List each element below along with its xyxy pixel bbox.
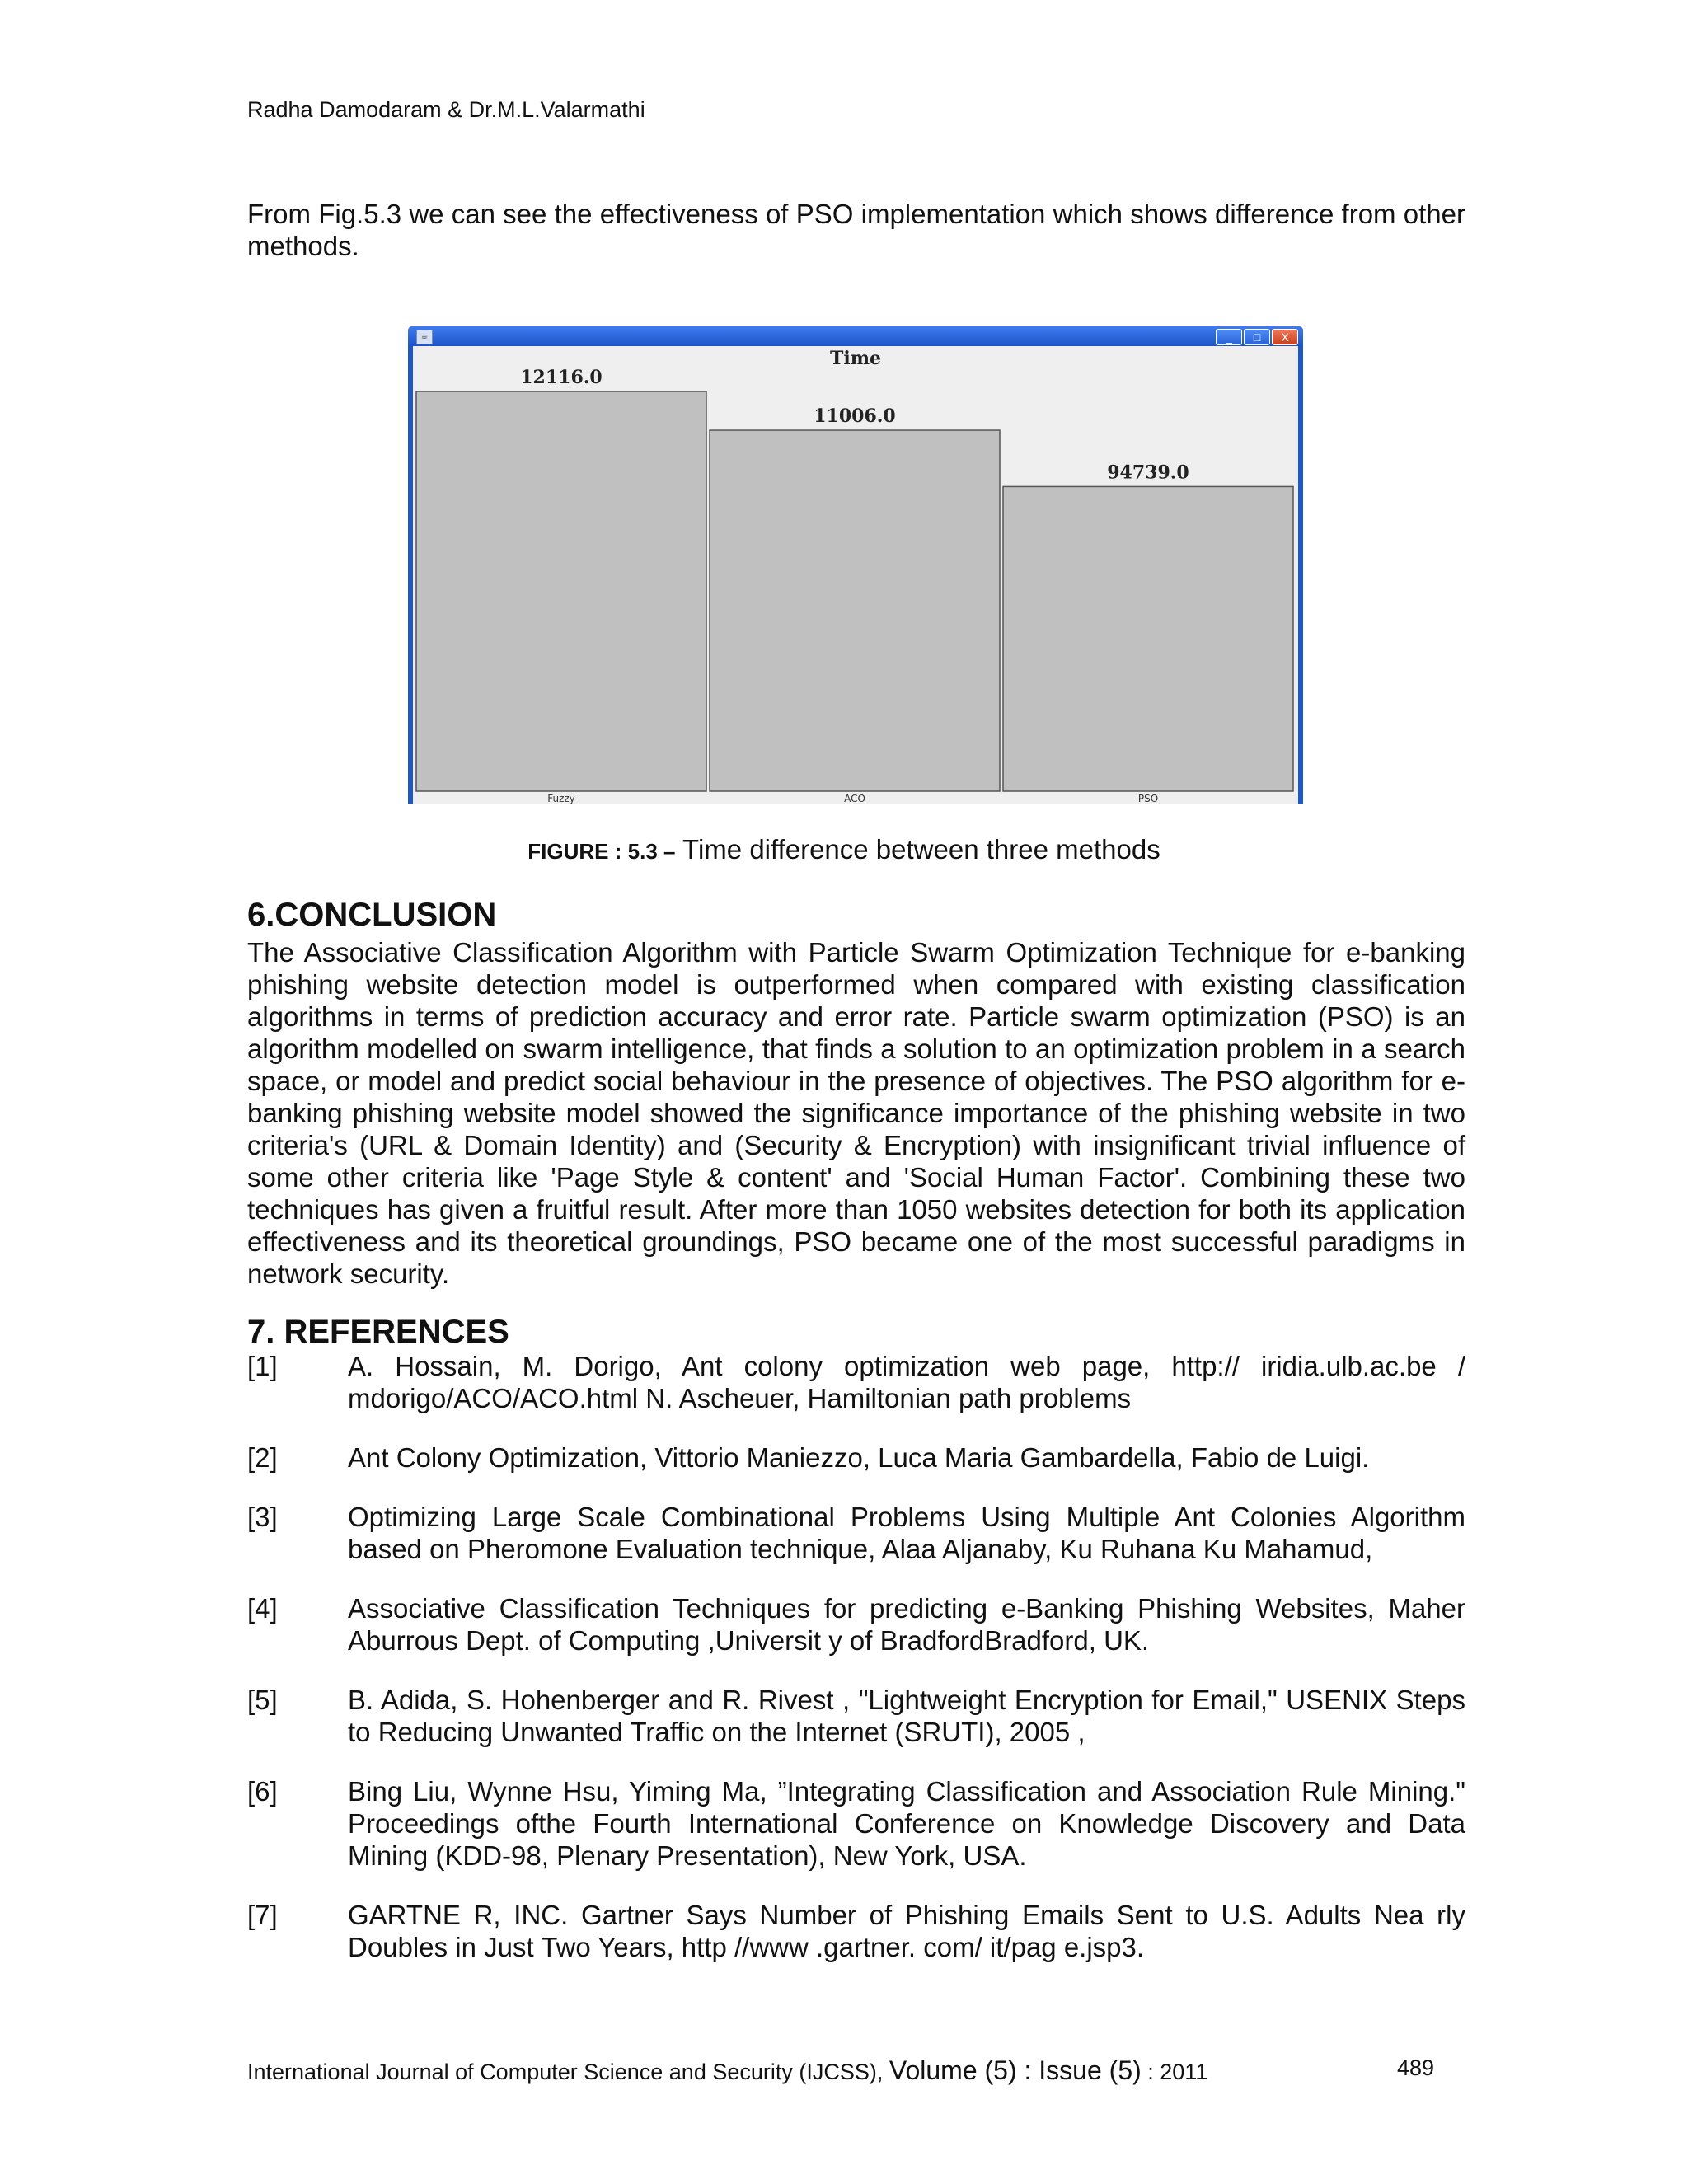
page-number: 489 bbox=[1397, 2055, 1435, 2080]
reference-item bbox=[247, 1501, 1465, 1565]
window-titlebar[interactable] bbox=[408, 326, 1303, 346]
chart-window bbox=[408, 326, 1303, 804]
bar-pso bbox=[1003, 486, 1293, 791]
footer-year: : 2011 bbox=[1141, 2060, 1208, 2084]
bar-chart bbox=[413, 346, 1298, 804]
reference-number: [7] bbox=[247, 1900, 278, 1930]
references-heading: 7. REFERENCES bbox=[247, 1314, 509, 1350]
conclusion-paragraph: The Associative Classification Algorithm with Particle Swarm Optimization Technique for e-banking phishing website detection model is outperformed when compared with existing classification algorithms in terms of prediction accuracy and error rate. Particle swarm optimization (PSO) is an algorithm modelled on swarm intelligence, that finds a solution to an optimization problem in a search space, or model and predict social behaviour in the presence of objectives. The PSO algorithm for e-banking phishing website model showed the significance importance of the phishing website in two criteria's (URL & Domain Identity) and (Security & Encryption) with insignificant trivial influence of some other criteria like 'Page Style & content' and 'Social Human Factor'. Combining these two techniques has given a fruitful result. After more than 1050 websites detection for both its application effectiveness and its theoretical groundings, PSO became one of the most successful paradigms in network security. bbox=[247, 937, 1465, 1289]
minimize-button[interactable]: _ bbox=[1216, 329, 1242, 345]
caption-number: 5.3 – bbox=[627, 839, 676, 864]
reference-number: [4] bbox=[247, 1593, 278, 1624]
reference-text: Bing Liu, Wynne Hsu, Yiming Ma, ”Integrating Classification and Association Rule Mining." Proceedings ofthe Fourth International Conference on Knowledge Discovery and Data Mining (KDD-98, Plenary Presentation), New York, USA. bbox=[348, 1776, 1465, 1871]
reference-number: [3] bbox=[247, 1502, 278, 1532]
x-tick-label: PSO bbox=[1137, 793, 1159, 804]
conclusion-heading: 6.CONCLUSION bbox=[247, 897, 497, 933]
reference-text: A. Hossain, M. Dorigo, Ant colony optimization web page, http:// iridia.ulb.ac.be / mdorigo/ACO/ACO.html N. Ascheuer, Hamiltonian path problems bbox=[348, 1351, 1465, 1413]
bar-value-label: 11006.0 bbox=[814, 405, 896, 428]
maximize-button[interactable]: □ bbox=[1244, 329, 1270, 345]
figure-caption bbox=[0, 834, 1688, 865]
java-icon: ☕ bbox=[416, 330, 433, 344]
reference-text: Associative Classification Techniques for predicting e-Banking Phishing Websites, Maher Aburrous Dept. of Computing ,Universit y of BradfordBradford, UK. bbox=[348, 1593, 1465, 1656]
reference-number: [2] bbox=[247, 1442, 278, 1473]
caption-text: Time difference between three methods bbox=[675, 834, 1160, 865]
reference-item bbox=[247, 1592, 1465, 1657]
reference-text: Ant Colony Optimization, Vittorio Maniezzo, Luca Maria Gambardella, Fabio de Luigi. bbox=[348, 1442, 1370, 1473]
footer-volume: Volume (5) : Issue (5) bbox=[889, 2055, 1142, 2085]
reference-number: [5] bbox=[247, 1685, 278, 1715]
references-list bbox=[247, 1350, 1465, 1990]
close-button[interactable]: X bbox=[1272, 329, 1298, 345]
footer bbox=[247, 2055, 1207, 2086]
reference-text: B. Adida, S. Hohenberger and R. Rivest , "Lightweight Encryption for Email," USENIX Steps to Reducing Unwanted Traffic on the Internet (SRUTI), 2005 , bbox=[348, 1685, 1465, 1747]
reference-text: GARTNE R, INC. Gartner Says Number of Phishing Emails Sent to U.S. Adults Nea rly Doubles in Just Two Years, http //www .gartner. com/ it/pag e.jsp3. bbox=[348, 1900, 1465, 1962]
footer-journal: International Journal of Computer Science and Security (IJCSS), bbox=[247, 2060, 889, 2084]
x-tick-label: Fuzzy bbox=[547, 793, 575, 804]
reference-item bbox=[247, 1775, 1465, 1872]
reference-number: [6] bbox=[247, 1776, 278, 1807]
reference-item bbox=[247, 1441, 1465, 1474]
bar-value-label: 94739.0 bbox=[1107, 462, 1189, 484]
reference-item bbox=[247, 1350, 1465, 1414]
bar-fuzzy bbox=[416, 391, 706, 791]
chart-area bbox=[413, 346, 1298, 804]
running-header: Radha Damodaram & Dr.M.L.Valarmathi bbox=[247, 97, 645, 122]
reference-item bbox=[247, 1899, 1465, 1963]
intro-paragraph: From Fig.5.3 we can see the effectiveness of PSO implementation which shows difference from other methods. bbox=[247, 199, 1465, 261]
x-tick-label: ACO bbox=[844, 793, 865, 804]
reference-number: [1] bbox=[247, 1351, 278, 1381]
reference-text: Optimizing Large Scale Combinational Problems Using Multiple Ant Colonies Algorithm based on Pheromone Evaluation technique, Alaa Aljanaby, Ku Ruhana Ku Mahamud, bbox=[348, 1502, 1465, 1564]
bar-value-label: 12116.0 bbox=[520, 367, 603, 388]
bar-aco bbox=[710, 430, 1000, 791]
reference-item bbox=[247, 1684, 1465, 1748]
caption-label: FIGURE : bbox=[528, 839, 628, 864]
chart-title: Time bbox=[829, 348, 882, 369]
